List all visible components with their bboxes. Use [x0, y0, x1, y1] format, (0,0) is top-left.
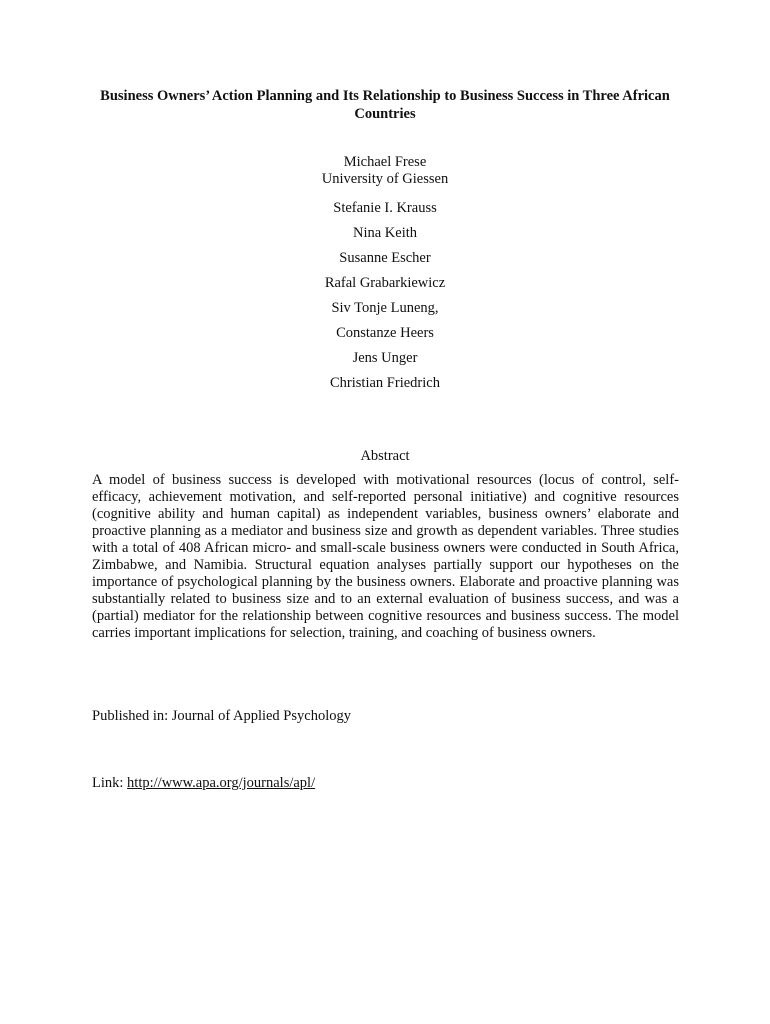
author-name: Stefanie I. Krauss: [333, 200, 437, 216]
author-name: Siv Tonje Luneng,: [331, 300, 439, 316]
abstract-heading: Abstract: [360, 448, 410, 464]
journal-link[interactable]: http://www.apa.org/journals/apl/: [127, 775, 316, 791]
link-label: Link:: [92, 775, 128, 791]
author-list: [185, 154, 585, 396]
author-affiliation: University of Giessen: [321, 171, 449, 187]
author-name: Constanze Heers: [336, 325, 434, 341]
author-name: Jens Unger: [352, 350, 418, 366]
author-name: Nina Keith: [352, 225, 418, 241]
author-name: Rafal Grabarkiewicz: [324, 275, 446, 291]
abstract-text: A model of business success is developed with motivational resources (locus of control, self-efficacy, achievement motivation, and self-reported personal initiative) and cognitive resources (cognitive ability and human capital) as independent variables, business owners’ elaborate and proactive planning as a mediator and business size and growth as dependent variables. Three studies with a total of 408 African micro- and small-scale business owners were conducted in South Africa, Zimbabwe, and Namibia. Structural equation analyses partially support our hypotheses on the importance of psychological planning by the business owners. Elaborate and proactive planning was substantially related to business size and to an external evaluation of business success, and was a (partial) mediator for the relationship between cognitive resources and business success. The model carries important implications for selection, training, and coaching of business owners.: [92, 472, 679, 641]
author-name: Christian Friedrich: [330, 375, 440, 391]
link-line: [92, 775, 679, 792]
publication-note: Published in: Journal of Applied Psychology: [92, 708, 351, 724]
author-name: Michael Frese: [343, 154, 427, 170]
author-name: Susanne Escher: [339, 250, 431, 266]
paper-title: Business Owners’ Action Planning and Its Relationship to Business Success in Three African Countries: [100, 88, 670, 122]
